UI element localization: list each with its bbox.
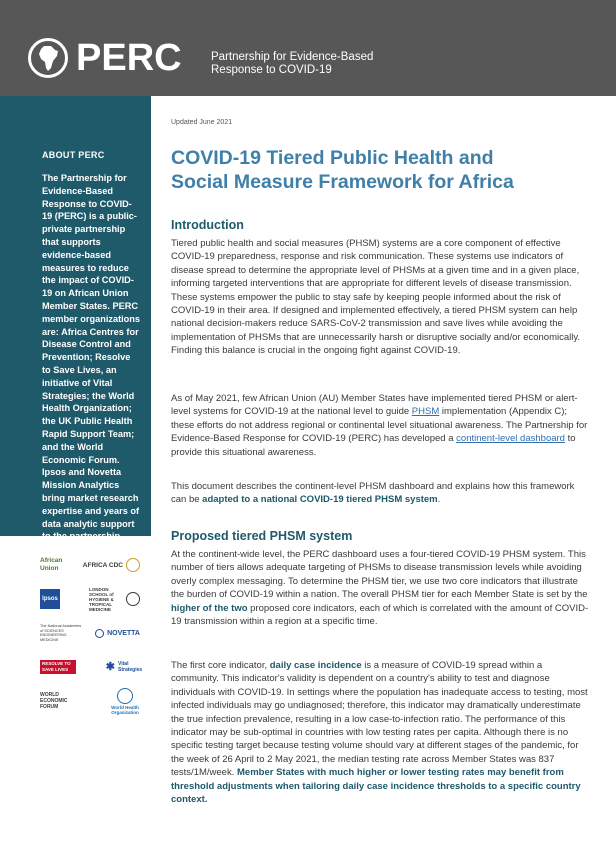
who-emblem-icon bbox=[117, 688, 133, 704]
intro-p2-text-a: As of May 2021, few African Union (AU) Member States have implemented tiered PHSM or alert-level systems for COVID-19 at the national level to guide bbox=[171, 393, 578, 418]
novetta-mark-icon bbox=[95, 629, 104, 638]
prop-p1-text-c: proposed core indicators, each of which is correlated with the amount of COVID-19 transmission within a region at a specific time. bbox=[171, 602, 589, 628]
introduction-heading: Introduction bbox=[171, 218, 244, 232]
resolve-logo bbox=[40, 660, 76, 674]
lshtm-label: LONDON SCHOOL of HYGIENE & TROPICAL MEDICINE bbox=[89, 586, 114, 612]
ipsos-logo bbox=[40, 589, 60, 609]
perc-logo-text: PERC bbox=[76, 37, 182, 79]
africa-cdc-label: AFRICA CDC bbox=[82, 561, 123, 569]
continent-dashboard-link[interactable]: continent-level dashboard bbox=[456, 433, 565, 445]
header-banner bbox=[0, 0, 616, 96]
prop-p1-text-a: At the continent-wide level, the PERC dashboard uses a four-tiered COVID-19 PHSM system. This number of tiers allows adequate targeting of PHSMs to disease transmission levels while avoiding overly complex messaging. To determine the PHSM tier, we use two core indicators that illustrate the burden of COVID-19 within a nation. The overall PHSM tier for each Member State is set by the bbox=[171, 549, 588, 601]
who-label: World Health Organization bbox=[111, 704, 139, 715]
wef-logo bbox=[40, 692, 76, 710]
title-line-1: COVID-19 Tiered Public Health and bbox=[171, 147, 494, 169]
title-line-2: Social Measure Framework for Africa bbox=[171, 171, 514, 193]
who-logo bbox=[110, 688, 140, 715]
prop-p1-highlight: higher of the two bbox=[171, 602, 248, 614]
about-perc-sidebar bbox=[0, 96, 151, 542]
proposed-system-heading: Proposed tiered PHSM system bbox=[171, 529, 353, 543]
lshtm-logo bbox=[89, 587, 140, 612]
lshtm-crest-icon bbox=[126, 592, 140, 606]
intro-p2-text-c: to provide this situational awareness. bbox=[171, 433, 576, 458]
african-union-logo bbox=[40, 557, 80, 573]
partner-row bbox=[40, 616, 140, 650]
header-tagline bbox=[211, 51, 411, 77]
resolve-label: RESOLVE TO SAVE LIVES bbox=[40, 660, 76, 674]
partner-row bbox=[40, 684, 140, 718]
prop-p2-highlight-2: Member States with much higher or lower testing rates may benefit from threshold adjustments when tailoring daily case incidence thresholds to a specific country context. bbox=[171, 767, 581, 806]
africa-cdc-logo bbox=[83, 558, 140, 572]
intro-p3-highlight: adapted to a national COVID-19 tiered PHSM system bbox=[202, 494, 438, 506]
phsm-link[interactable]: PHSM bbox=[411, 406, 440, 418]
ipsos-label: Ipsos bbox=[40, 589, 60, 609]
intro-paragraph-1: Tiered public health and social measures (PHSM) systems are a core component of effective COVID-19 preparedness, response and risk communication. These systems use indicators of disease spread to determine the appropriate level of PHSMs at a given time and in a given place, informing targeted interventions that are appropriate for different levels of disease transmission. These systems empower the public to stay safe by keeping people informed about the risk of COVID-19 in their area. If designed and implemented effectively, a tiered PHSM system can help national decision-makers reduce SARS-CoV-2 transmission and save lives while avoiding the implementation of PHSMs that are unnecessarily harsh or disruptive socially and/or economically. Finding this balance is crucial in the ongoing fight against COVID-19. bbox=[171, 238, 581, 357]
wef-label: WORLD ECONOMIC FORUM bbox=[40, 692, 68, 710]
prop-p2-text-b: is a measure of COVID-19 spread within a community. This indicator's validity is dependent on a country's ability to test and diagnose individuals with COVID-19. In settings where the population has inadequate access to testing, most infected individuals may go undiagnosed; therefore, this indicator may dramatically underestimate the true infection prevalence, resulting in a low case-to-infection ratio. The performance of this indicator may be sub-optimal in countries with low testing rates per capita. Although there is no specific testing target because testing volume should vary at different stages of the pandemic, for the week of 26 April to 2 May 2021, the median testing rate across Member States was 837 tests/1M/week. bbox=[171, 660, 588, 779]
intro-paragraph-2 bbox=[171, 392, 591, 459]
african-union-label: African Union bbox=[40, 557, 63, 572]
intro-p2-text-b: implementation (Appendix C); these efforts do not address regional or continental level situational awareness. The Partnership for Evidence-Based Response for COVID-19 (PERC) has developed a bbox=[171, 406, 588, 445]
tagline-line-1: Partnership for Evidence-Based bbox=[211, 51, 374, 63]
prop-p2-text-a: The first core indicator, bbox=[171, 660, 270, 671]
novetta-logo bbox=[95, 629, 140, 638]
updated-date: Updated June 2021 bbox=[171, 119, 233, 126]
sidebar-title: ABOUT PERC bbox=[42, 150, 105, 160]
prop-p2-highlight-1: daily case incidence bbox=[269, 660, 362, 671]
vital-strategies-logo bbox=[105, 661, 143, 673]
sidebar-body: The Partnership for Evidence-Based Response to COVID-19 (PERC) is a public-private partnership that supports evidence-based measures to reduce the impact of COVID-19 on African Union Member States. PERC member organizations are: Africa Centres for Disease Control and Prevention; Resolve to Save Lives, an initiative of Vital Strategies; the World Health Organization; the UK Public Health Rapid Support Team; and the World Economic Forum. Ipsos and Novetta Mission Analytics bring market research expertise and years of data analytic support to the partnership. bbox=[42, 173, 141, 542]
tagline-line-2: Response to COVID-19 bbox=[211, 64, 332, 76]
document-title bbox=[171, 146, 591, 194]
proposed-paragraph-2 bbox=[171, 659, 591, 806]
partner-row bbox=[40, 548, 140, 582]
intro-p3-text-c: . bbox=[437, 494, 441, 506]
vital-strategies-star-icon: ✱ bbox=[105, 661, 115, 673]
partner-row bbox=[40, 650, 143, 684]
africa-cdc-seal-icon bbox=[126, 558, 140, 572]
africa-globe-icon bbox=[28, 38, 68, 78]
partner-row bbox=[40, 582, 140, 616]
partner-logos bbox=[40, 548, 143, 718]
proposed-paragraph-1 bbox=[171, 548, 591, 628]
intro-paragraph-3 bbox=[171, 480, 591, 507]
nasem-label: The National Academies of SCIENCES ENGINEERING MEDICINE bbox=[40, 624, 82, 642]
intro-p3-text-a: This document describes the continent-level PHSM dashboard and explains how this framework can be bbox=[171, 481, 575, 506]
vital-strategies-label: Vital Strategies bbox=[118, 661, 143, 673]
novetta-label: NOVETTA bbox=[107, 629, 140, 637]
nasem-logo bbox=[40, 624, 84, 642]
